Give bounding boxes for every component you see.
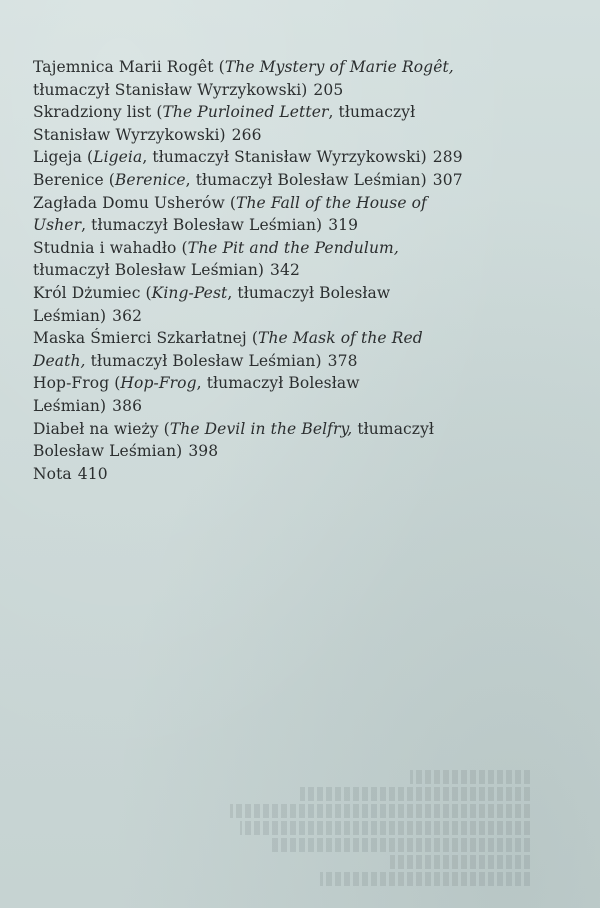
table-of-contents [33,56,578,485]
translator-credit: , tłumaczył Bolesław Leśmian) [185,170,427,189]
page-number: 398 [188,442,219,461]
page-number: 266 [231,125,262,144]
polish-title: Diabeł na wieży ( [33,419,170,438]
polish-title: Berenice ( [33,170,115,189]
toc-entry-line [33,440,578,463]
original-title: Death, [33,351,86,370]
page-number: 386 [112,396,143,415]
translator-credit: tłumaczył [352,419,435,438]
translator-credit: tłumaczył Bolesław Leśmian) [85,351,322,370]
toc-entry-line [33,463,578,486]
toc-entry [33,463,578,486]
translator-credit: , tłumaczył Stanisław Wyrzykowski) [142,148,427,167]
polish-title: Leśmian) [33,306,107,325]
page-number: 378 [327,351,358,370]
page-number: 342 [270,261,300,280]
toc-entry-line [33,192,578,215]
translator-credit: , tłumaczył Bolesław Leśmian) [81,216,323,235]
toc-entry [33,146,578,169]
translator-credit: , tłumaczył Bolesław [196,374,360,393]
polish-title: Ligeja ( [33,148,94,167]
page-number: 289 [432,148,463,167]
toc-entry-line [33,237,578,260]
toc-entry-line [33,169,578,192]
toc-entry-line [33,305,578,328]
page-number: 205 [313,80,344,99]
toc-entry [33,372,578,417]
original-title: The Fall of the House of [236,193,427,212]
polish-title: Studnia i wahadło ( [33,238,188,257]
toc-entry-line [33,214,578,237]
toc-entry-line [33,372,578,395]
toc-entry-line [33,79,578,102]
polish-title: tłumaczył Stanisław Wyrzykowski) [33,80,308,99]
toc-entry [33,282,578,327]
original-title: Ligeia [93,148,143,167]
toc-entry-line [33,418,578,441]
page-number: 362 [112,306,143,325]
translator-credit: , tłumaczył Bolesław [227,283,391,302]
toc-entry-line [33,327,578,350]
original-title: Hop-Frog [120,374,197,393]
page-number: 410 [77,464,108,483]
bleed-through-text [220,770,530,889]
toc-entry-line [33,101,578,124]
polish-title: tłumaczył Bolesław Leśmian) [33,261,265,280]
toc-entry-line [33,395,578,418]
polish-title: Nota [33,464,72,483]
toc-entry-line [33,282,578,305]
toc-entry [33,237,578,282]
original-title: The Mask of the Red [258,329,423,348]
polish-title: Hop-Frog ( [33,374,121,393]
toc-entry [33,192,578,237]
original-title: The Purloined Letter [162,103,329,122]
toc-entry-line [33,259,578,282]
page-number: 319 [328,216,359,235]
toc-entry [33,169,578,192]
toc-entry-line [33,350,578,373]
toc-entry-line [33,56,578,79]
original-title: The Pit and the Pendulum, [187,238,399,257]
page-number: 307 [432,170,463,189]
polish-title: Król Dżumiec ( [33,283,152,302]
polish-title: Maska Śmierci Szkarłatnej ( [33,329,259,348]
polish-title: Leśmian) [33,396,107,415]
toc-entry-line [33,146,578,169]
polish-title: Bolesław Leśmian) [33,442,183,461]
original-title: The Devil in the Belfry, [169,419,353,438]
toc-entry [33,56,578,101]
original-title: Usher [33,216,82,235]
toc-entry [33,101,578,146]
original-title: King-Pest [151,283,228,302]
polish-title: Zagłada Domu Usherów ( [33,193,237,212]
toc-entry-line [33,124,578,147]
polish-title: Stanisław Wyrzykowski) [33,125,226,144]
toc-entry [33,418,578,463]
original-title: Berenice [114,170,186,189]
original-title: The Mystery of Marie Rogêt, [224,58,454,76]
toc-entry [33,327,578,372]
polish-title: Tajemnica Marii Rogêt ( [33,58,225,76]
translator-credit: , tłumaczył [328,103,416,122]
polish-title: Skradziony list ( [33,103,163,122]
